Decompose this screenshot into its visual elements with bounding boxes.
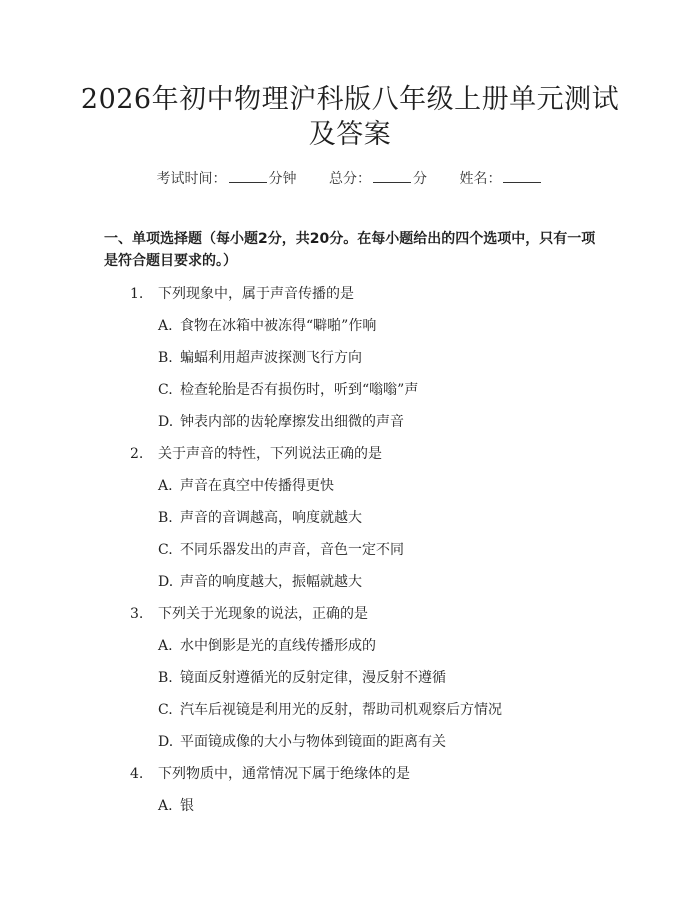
option-2d [158, 571, 362, 591]
option-3c [158, 699, 502, 719]
option-text: 不同乐器发出的声音，音色一定不同 [180, 542, 404, 558]
question-4 [130, 763, 410, 783]
question-text: 关于声音的特性，下列说法正确的是 [158, 446, 382, 462]
option-1b [158, 347, 362, 367]
section-heading-line-2: 是符合题目要求的。） [104, 253, 237, 269]
option-text: 声音的音调越高，响度就越大 [180, 510, 362, 526]
exam-name [459, 171, 543, 187]
exam-score-label: 总分： [329, 171, 371, 187]
exam-time-blank [229, 170, 267, 183]
option-letter: B. [158, 510, 173, 526]
option-text: 声音在真空中传播得更快 [180, 478, 334, 494]
document-title-line-1: 2026年初中物理沪科版八年级上册单元测试 [80, 84, 620, 115]
option-3b [158, 667, 446, 687]
option-letter: B. [158, 350, 173, 366]
option-2c [158, 539, 404, 559]
question-number: 3. [130, 606, 144, 622]
option-1a [158, 315, 376, 335]
option-2a [158, 475, 334, 495]
option-text: 蝙蝠利用超声波探测飞行方向 [180, 350, 362, 366]
exam-score-blank [373, 170, 411, 183]
question-number: 2. [130, 446, 144, 462]
option-letter: C. [158, 702, 173, 718]
option-letter: C. [158, 382, 173, 398]
question-text: 下列关于光现象的说法，正确的是 [158, 606, 368, 622]
option-letter: A. [158, 798, 173, 814]
option-text: 平面镜成像的大小与物体到镜面的距离有关 [180, 734, 446, 750]
exam-time-label: 考试时间： [156, 171, 227, 187]
option-3d [158, 731, 446, 751]
option-2b [158, 507, 362, 527]
question-text: 下列物质中，通常情况下属于绝缘体的是 [158, 766, 410, 782]
option-text: 汽车后视镜是利用光的反射，帮助司机观察后方情况 [180, 702, 502, 718]
option-text: 钟表内部的齿轮摩擦发出细微的声音 [180, 414, 404, 430]
option-letter: D. [158, 734, 174, 750]
exam-meta [0, 168, 700, 188]
exam-time-unit: 分钟 [268, 171, 297, 187]
option-text: 镜面反射遵循光的反射定律，漫反射不遵循 [180, 670, 446, 686]
exam-time [157, 171, 297, 187]
option-text: 水中倒影是光的直线传播形成的 [180, 638, 376, 654]
option-letter: D. [158, 574, 174, 590]
exam-score-unit: 分 [413, 171, 427, 187]
question-2 [130, 443, 382, 463]
section-heading-line-1: 一、单项选择题（每小题2分，共20分。在每小题给出的四个选项中，只有一项 [104, 231, 596, 247]
question-text: 下列现象中，属于声音传播的是 [158, 286, 354, 302]
option-3a [158, 635, 376, 655]
option-letter: A. [158, 638, 173, 654]
option-text: 银 [180, 798, 194, 814]
question-3 [130, 603, 368, 623]
exam-name-label: 姓名： [459, 171, 502, 187]
option-letter: C. [158, 542, 173, 558]
question-1 [130, 283, 354, 303]
option-letter: A. [158, 478, 173, 494]
exam-score [329, 171, 427, 187]
option-text: 食物在冰箱中被冻得“噼啪”作响 [180, 318, 377, 334]
option-1c [158, 379, 418, 399]
exam-name-blank [503, 170, 541, 183]
question-number: 1. [130, 286, 144, 302]
option-text: 声音的响度越大，振幅就越大 [180, 574, 362, 590]
option-letter: B. [158, 670, 173, 686]
option-1d [158, 411, 404, 431]
document-title-line-2: 及答案 [308, 119, 392, 150]
option-4a [158, 795, 194, 815]
option-letter: D. [158, 414, 174, 430]
option-text: 检查轮胎是否有损伤时，听到“嗡嗡”声 [180, 382, 419, 398]
question-number: 4. [130, 766, 144, 782]
option-letter: A. [158, 318, 173, 334]
